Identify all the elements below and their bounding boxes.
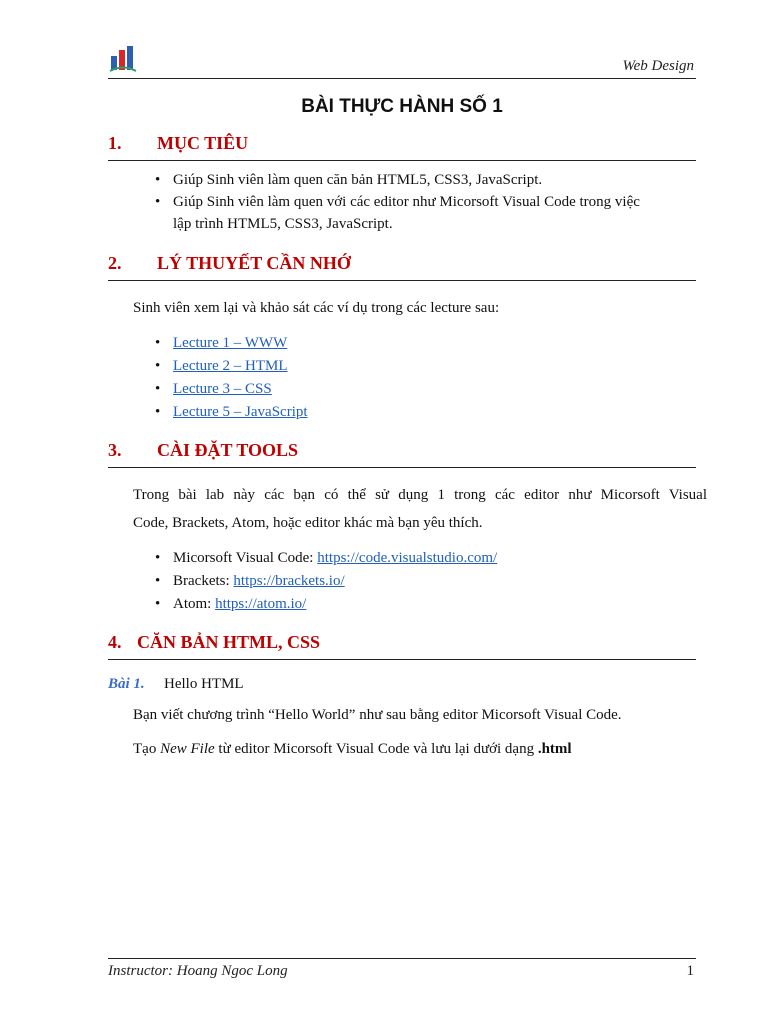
bullet-icon: • [155, 550, 161, 566]
list-item [155, 355, 308, 378]
list-item: • Micorsoft Visual Code: https://code.visualstudio.com/ [155, 547, 497, 570]
exercise-label: Bài 1. [108, 676, 145, 692]
list-item: • Giúp Sinh viên làm quen với các editor như Micorsoft Visual Code trong việc [155, 191, 640, 213]
exercise-paragraph-1: Bạn viết chương trình “Hello World” như sau bằng editor Micorsoft Visual Code. [133, 707, 622, 723]
lecture-1-link[interactable]: Lecture 1 – WWW [173, 335, 288, 351]
exercise-title: Hello HTML [164, 676, 244, 692]
footer-divider [108, 958, 696, 959]
course-name: Web Design [622, 58, 694, 74]
section-3-divider [108, 467, 696, 468]
university-logo [108, 44, 138, 74]
atom-link[interactable]: https://atom.io/ [215, 596, 307, 612]
bullet-icon: • [155, 381, 161, 397]
list-item: • Giúp Sinh viên làm quen căn bản HTML5, CSS3, JavaScript. [155, 169, 640, 191]
bullet-icon: • [155, 335, 161, 351]
list-item [155, 378, 308, 401]
lecture-links-list [155, 332, 308, 424]
instructor-name: Instructor: Hoang Ngoc Long [108, 963, 288, 979]
list-item [155, 401, 308, 424]
section-3-intro: Trong bài lab này các bạn có thể sử dụng 1 trong các editor như Micorsoft Visual Code, Brackets, Atom, hoặc editor khác mà bạn yêu thích. [133, 487, 707, 531]
section-3-number: 3. [108, 440, 122, 460]
section-4-number: 4. [108, 632, 122, 652]
lecture-5-link[interactable]: Lecture 5 – JavaScript [173, 404, 308, 420]
list-item: • Brackets: https://brackets.io/ [155, 570, 497, 593]
bullet-icon: • [155, 573, 161, 589]
section-2-number: 2. [108, 253, 122, 273]
section-1-divider [108, 160, 696, 161]
tools-list [155, 547, 497, 616]
section-3-title: CÀI ĐẶT TOOLS [157, 440, 299, 460]
section-2-intro: Sinh viên xem lại và khảo sát các ví dụ trong các lecture sau: [133, 300, 500, 316]
section-1-title: MỤC TIÊU [157, 133, 249, 153]
lecture-2-link[interactable]: Lecture 2 – HTML [173, 358, 288, 374]
list-item [155, 332, 308, 355]
lecture-3-link[interactable]: Lecture 3 – CSS [173, 381, 272, 397]
section-1-number: 1. [108, 133, 122, 153]
brackets-link[interactable]: https://brackets.io/ [233, 573, 345, 589]
bullet-icon: • [155, 358, 161, 374]
section-4-divider [108, 659, 696, 660]
section-2-title: LÝ THUYẾT CẦN NHỚ [157, 253, 351, 273]
objectives-list [155, 169, 640, 235]
bullet-icon: • [155, 404, 161, 420]
list-item: • Atom: https://atom.io/ [155, 593, 497, 616]
bullet-icon: • [155, 194, 161, 210]
vscode-link[interactable]: https://code.visualstudio.com/ [317, 550, 498, 566]
bullet-icon: • [155, 172, 161, 188]
exercise-paragraph-2: Tạo New File từ editor Micorsoft Visual Code và lưu lại dưới dạng .html [133, 741, 572, 757]
list-item: lập trình HTML5, CSS3, JavaScript. [173, 216, 393, 232]
page-number: 1 [686, 963, 694, 979]
header-divider [108, 78, 696, 79]
page-title: BÀI THỰC HÀNH SỐ 1 [301, 96, 503, 117]
section-4-title: CĂN BẢN HTML, CSS [137, 632, 321, 652]
section-2-divider [108, 280, 696, 281]
bullet-icon: • [155, 596, 161, 612]
